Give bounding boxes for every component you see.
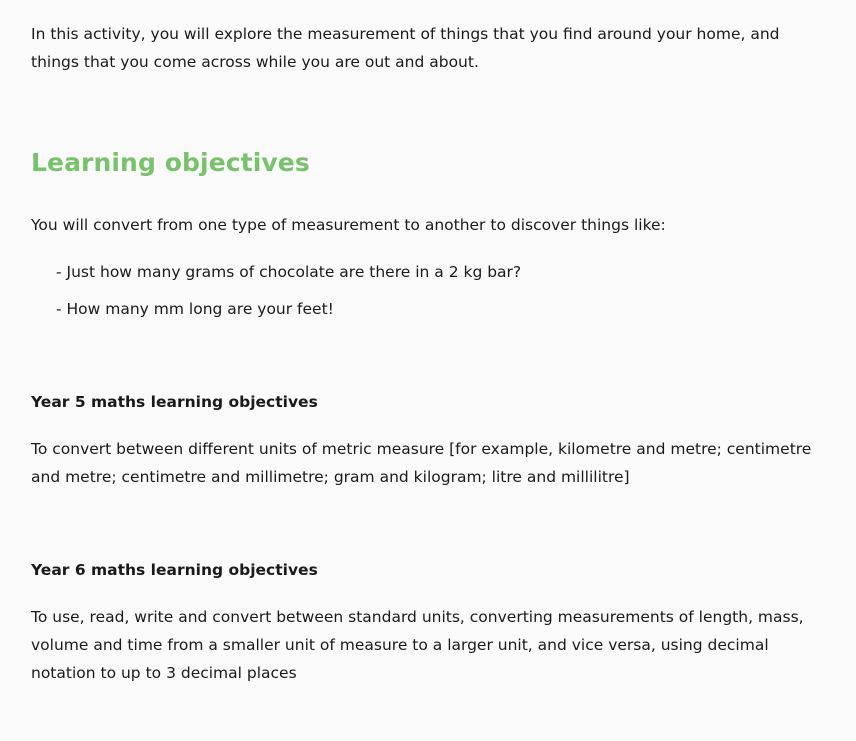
learning-objectives-heading: Learning objectives — [31, 148, 310, 177]
learning-objectives-list — [56, 259, 521, 333]
year5-objectives-text: To convert between different units of metric measure [for example, kilometre and metre; centimetre and metre; centimetre and millimetre; gram and kilogram; litre and millilitre] — [31, 440, 812, 486]
year6-objectives-text: To use, read, write and convert between standard units, converting measurements of length, mass, volume and time from a smaller unit of measure to a larger unit, and vice versa, using decimal notation to up to 3 decimal places — [31, 608, 804, 682]
list-item: - Just how many grams of chocolate are there in a 2 kg bar? — [56, 263, 522, 281]
year6-objectives-heading: Year 6 maths learning objectives — [31, 561, 318, 579]
list-item: - How many mm long are your feet! — [56, 300, 334, 318]
intro-paragraph: In this activity, you will explore the measurement of things that you find around your home, and things that you come across while you are out and about. — [31, 25, 780, 71]
year5-objectives-heading: Year 5 maths learning objectives — [31, 393, 318, 411]
learning-objectives-lead: You will convert from one type of measurement to another to discover things like: — [31, 216, 666, 234]
